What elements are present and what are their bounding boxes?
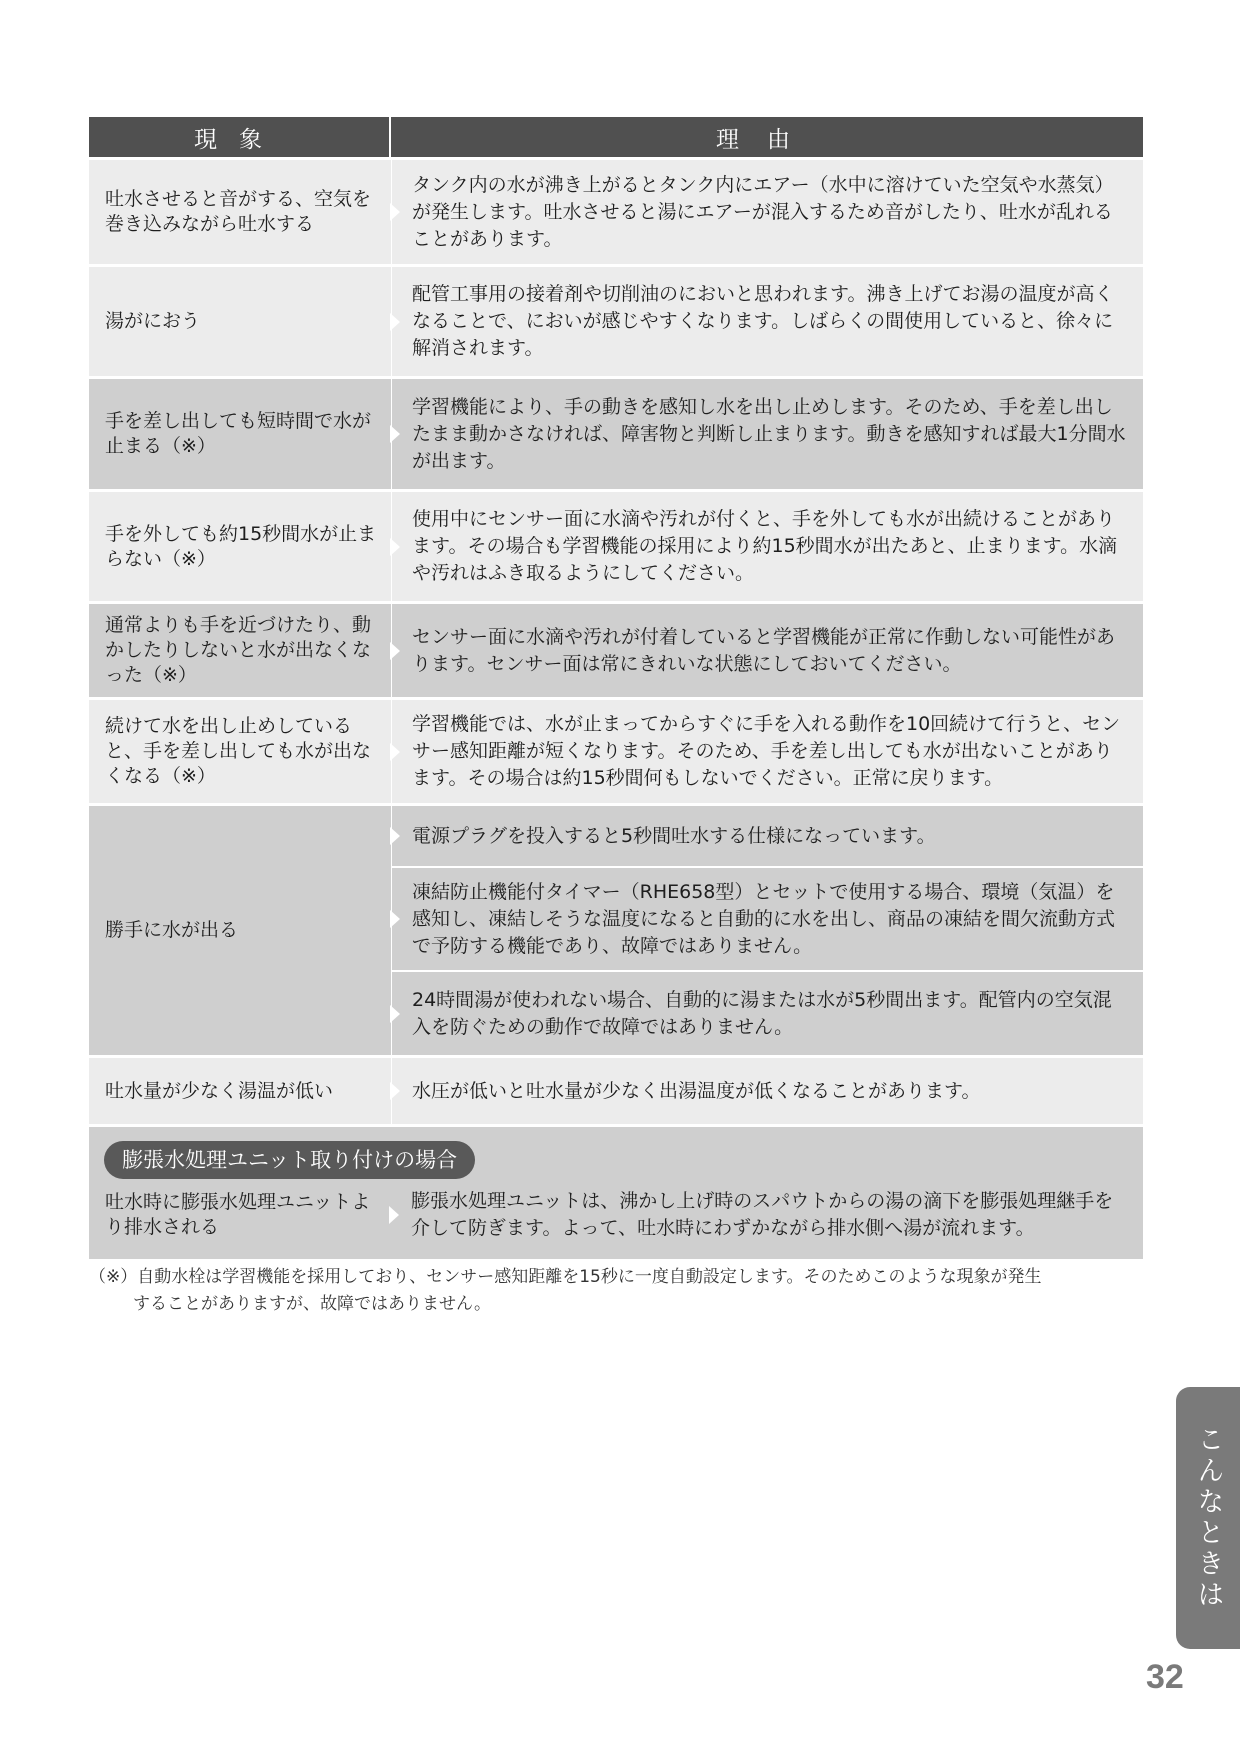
row-cause: 手を外しても約15秒間水が止まらない（※） [105,522,377,570]
row-cause: 手を差し出しても短時間で水が止まる（※） [105,410,372,457]
row-reason: 膨張水処理ユニットは、沸かし上げ時のスパウトからの湯の滴下を膨張処理継手を介して防ぎます。よって、吐水時にわずかながら排水側へ湯が流れます。 [391,1187,1143,1243]
row-cause: 吐水量が少なく湯温が低い [105,1079,334,1102]
row-reason: センサー面に水滴や汚れが付着していると学習機能が正常に作動しない可能性があります。センサー面は常にきれいな状態にしておいてください。 [392,604,1143,697]
row-cause: 勝手に水が出る [105,919,239,941]
table-row [89,264,1143,376]
table-row [89,376,1143,489]
table-row [89,489,1143,601]
table-row [89,1187,1143,1243]
footnote-line1: （※）自動水栓は学習機能を採用しており、センサー感知距離を15秒に一度自動設定します。そのためこのような現象が発生 [89,1267,1042,1287]
page-number: 32 [1146,1658,1184,1696]
table-row [89,697,1143,803]
row-reason: 電源プラグを投入すると5秒間吐水する仕様になっています。 [392,806,1143,866]
footnote-line2: することがありますが、故障ではありません。 [133,1294,492,1314]
row-reason: 凍結防止機能付タイマー（RHE658型）とセットで使用する場合、環境（気温）を感知し、凍結しそうな温度になると自動的に水を出し、商品の凍結を間欠流動方式で予防する機能であり、故障ではありません。 [392,866,1143,970]
header-reason: 理由 [716,126,818,153]
expansion-unit-section [89,1124,1143,1259]
row-reason: 配管工事用の接着剤や切削油のにおいと思われます。沸き上げてお湯の温度が高くなることで、においが感じやすくなります。しばらくの間使用していると、徐々に解消されます。 [392,267,1143,376]
row-reason: タンク内の水が沸き上がるとタンク内にエアー（水中に溶けていた空気や水蒸気）が発生します。吐水させると湯にエアーが混入するため音がしたり、吐水が乱れることがあります。 [392,160,1143,264]
expansion-unit-title: 膨張水処理ユニット取り付けの場合 [104,1141,475,1179]
troubleshooting-table [89,117,1143,1259]
table-row [89,1055,1143,1124]
row-cause: 通常よりも手を近づけたり、動かしたりしないと水が出なくなった（※） [105,614,372,686]
table-row [89,157,1143,264]
row-reason: 24時間湯が使われない場合、自動的に湯または水が5秒間出ます。配管内の空気混入を防ぐための動作で故障ではありません。 [392,970,1143,1055]
row-cause: 続けて水を出し止めしていると、手を差し出しても水が出なくなる（※） [105,715,372,787]
section-tab-label: こんなときは [1192,1425,1224,1611]
table-header [89,117,1143,157]
row-cause: 吐水させると音がする、空気を巻き込みながら吐水する [105,188,372,235]
footnote [89,1264,1149,1318]
row-cause: 湯がにおう [105,310,201,332]
row-reason: 使用中にセンサー面に水滴や汚れが付くと、手を外しても水が出続けることがあります。その場合も学習機能の採用により約15秒間水が出たあと、止まります。水滴や汚れはふき取るようにしてください。 [392,492,1143,601]
section-tab [1176,1387,1240,1649]
table-row [89,601,1143,697]
header-phenomenon: 現象 [89,117,391,157]
row-reason: 学習機能では、水が止まってからすぐに手を入れる動作を10回続けて行うと、センサー感知距離が短くなります。そのため、手を差し出しても水が出ないことがあります。その場合は約15秒間何もしないでください。正常に戻ります。 [392,700,1143,803]
row-reason: 水圧が低いと吐水量が少なく出湯温度が低くなることがあります。 [392,1058,1143,1124]
row-cause: 吐水時に膨張水処理ユニットより排水される [105,1191,371,1238]
table-row [89,803,1143,1055]
row-reason: 学習機能により、手の動きを感知し水を出し止めします。そのため、手を差し出したまま動かさなければ、障害物と判断し止まります。動きを感知すれば最大1分間水が出ます。 [392,379,1143,489]
